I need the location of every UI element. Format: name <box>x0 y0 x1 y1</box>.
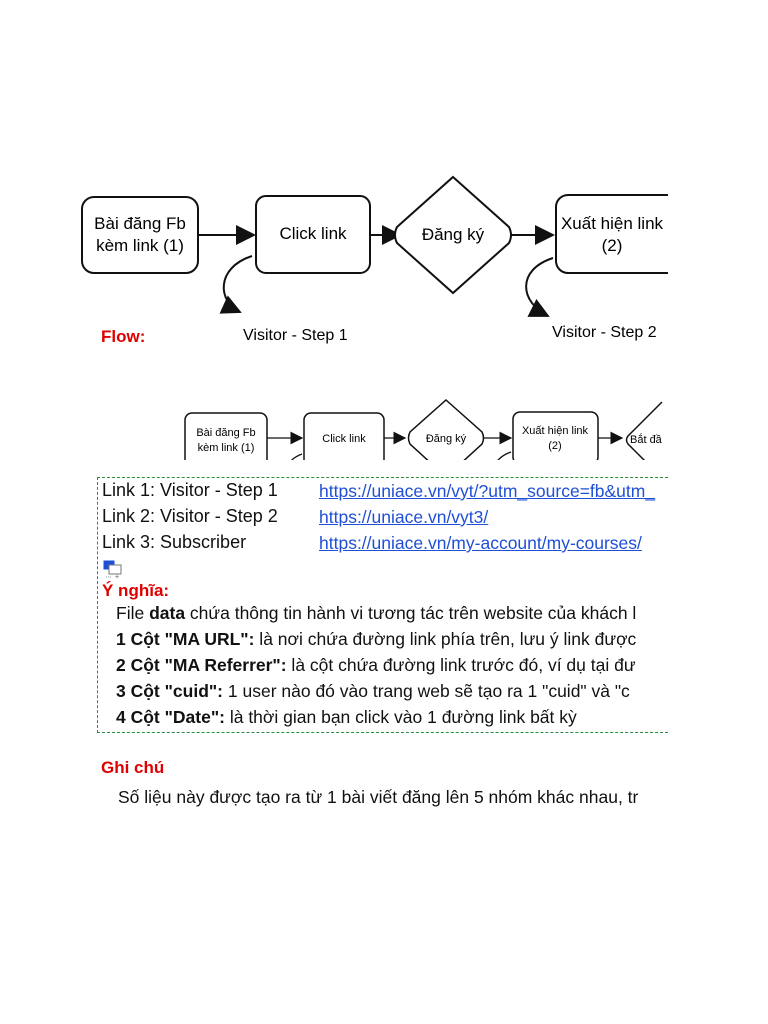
flow-node-start <box>627 402 663 460</box>
node-signup-label: Đăng ký <box>421 225 485 244</box>
link-url-3[interactable]: https://uniace.vn/my-account/my-courses/ <box>319 533 642 553</box>
note-title: Ghi chú <box>101 758 165 777</box>
link-url-1[interactable]: https://uniace.vn/vyt/?utm_source=fb&utm_ <box>319 481 656 501</box>
node-appear <box>556 195 668 273</box>
flow-annotation-arrow-step2 <box>494 452 511 460</box>
meaning-line-2: 2 Cột "MA Referrer": là cột chứa đường link trước đó, ví dụ tại đư <box>116 655 636 675</box>
annotation-step2: Visitor - Step 2 <box>552 324 657 341</box>
node-post <box>82 197 198 273</box>
node-click-label: Click link <box>279 224 347 243</box>
link-label-2: Link 2: Visitor - Step 2 <box>102 506 278 526</box>
node-post-line1: Bài đăng Fb <box>94 214 186 233</box>
copy-region <box>97 477 668 733</box>
annotation-arrow-step1 <box>224 256 252 312</box>
flow-node-appear-line1: Xuất hiện link <box>521 425 589 437</box>
flow-diagram-small <box>185 400 663 460</box>
meaning-title: Ý nghĩa: <box>102 581 170 600</box>
meaning-line-0: File data chứa thông tin hành vi tương tác trên website của khách l <box>116 603 637 623</box>
svg-text:+: + <box>115 574 120 580</box>
flow-node-post-line2: kèm link (1) <box>197 442 255 454</box>
note-text: Số liệu này được tạo ra từ 1 bài viết đăng lên 5 nhóm khác nhau, tr <box>118 787 639 807</box>
node-post-line2: kèm link (1) <box>96 236 184 255</box>
flow-node-signup-label: Đăng ký <box>425 433 467 445</box>
meaning-line-3: 3 Cột "cuid": 1 user nào đó vào trang web sẽ tạo ra 1 "cuid" và "c <box>116 681 630 701</box>
flow-node-appear-line2: (2) <box>548 440 562 452</box>
link-label-3: Link 3: Subscriber <box>102 532 247 552</box>
flow-label: Flow: <box>101 327 146 346</box>
node-appear-line2: (2) <box>601 236 623 255</box>
flow-node-signup <box>409 400 484 460</box>
flow-node-post-line1: Bài đăng Fb <box>196 427 256 439</box>
annotation-step1: Visitor - Step 1 <box>243 327 348 344</box>
flow-node-click-label: Click link <box>322 433 366 445</box>
flow-annotation-arrow-step1 <box>285 454 302 460</box>
link-label-1: Link 1: Visitor - Step 1 <box>102 480 278 500</box>
paste-options-icon[interactable] <box>103 560 123 580</box>
node-appear-line1: Xuất hiện link <box>560 214 664 233</box>
flow-node-start-label: Bắt đầ <box>630 434 662 446</box>
annotation-arrow-step2 <box>526 258 553 316</box>
meaning-line-4: 4 Cột "Date": là thời gian bạn click vào 1 đường link bất kỳ <box>116 707 577 727</box>
flow-diagram-large <box>0 0 668 460</box>
link-url-2[interactable]: https://uniace.vn/vyt3/ <box>319 507 489 527</box>
meaning-line-1: 1 Cột "MA URL": là nơi chứa đường link phía trên, lưu ý link được <box>116 629 637 649</box>
